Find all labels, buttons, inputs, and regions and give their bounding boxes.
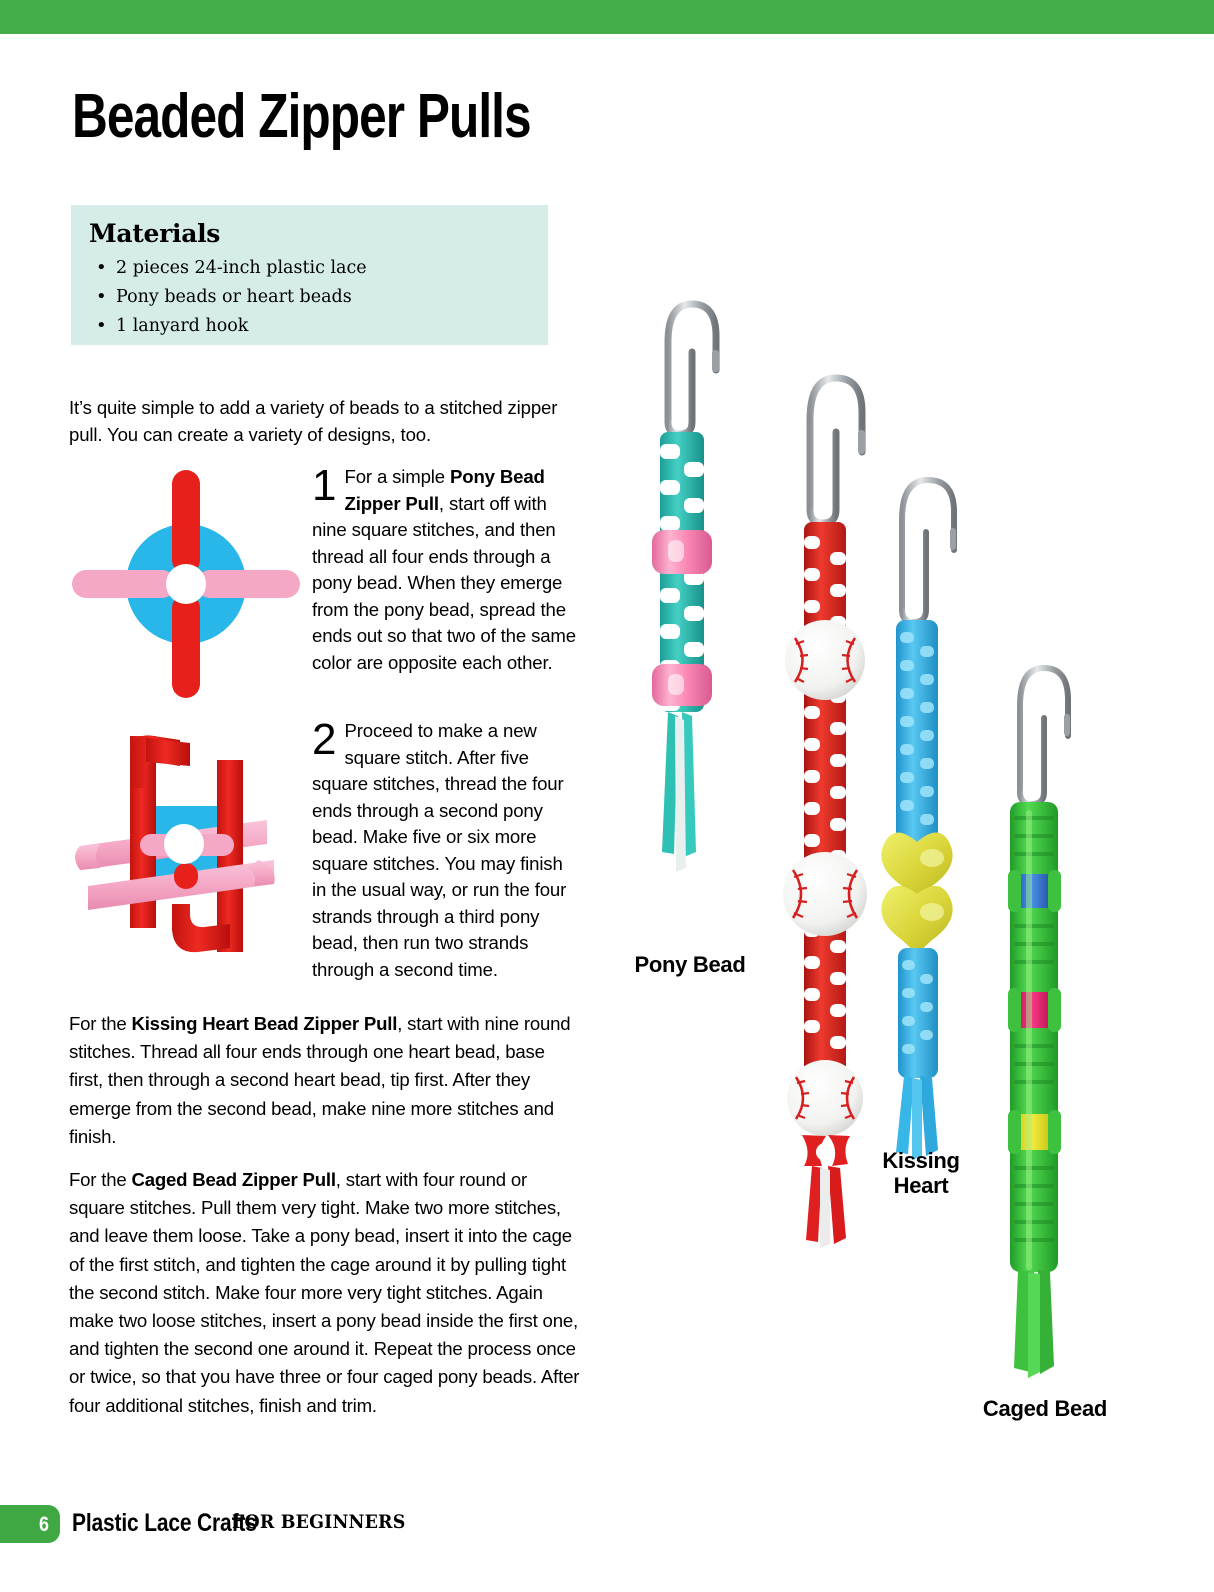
square-stitch-diagram bbox=[72, 470, 300, 698]
caged-bead-lead: For the bbox=[69, 1169, 132, 1190]
materials-heading: Materials bbox=[89, 219, 221, 248]
caged-bead-photo-svg bbox=[982, 652, 1112, 1392]
caption-caged-bead: Caged Bead bbox=[982, 1396, 1108, 1421]
second-square-stitch-svg bbox=[62, 718, 302, 968]
kissing-heart-lead: For the bbox=[69, 1013, 132, 1034]
materials-box bbox=[71, 205, 548, 345]
step-1-text bbox=[312, 461, 580, 676]
intro-paragraph: It’s quite simple to add a variety of beads to a stitched zipper pull. You can create a variety of designs, too. bbox=[69, 397, 558, 445]
materials-item: • 1 lanyard hook bbox=[93, 312, 367, 341]
kissing-heart-photo bbox=[862, 462, 1002, 1162]
step-2 bbox=[312, 715, 580, 983]
materials-list bbox=[93, 254, 367, 341]
page-number: 6 bbox=[39, 1513, 49, 1536]
caption-kissing-heart-line1: Kissing bbox=[882, 1148, 960, 1173]
footer-book-subtitle: FOR BEGINNERS bbox=[232, 1512, 406, 1533]
caged-bead-paragraph bbox=[69, 1166, 581, 1420]
caged-bead-rest: , start with four round or square stitches. Pull them very tight. Make two more stitches, and leave them loose. Take a pony bead, insert it into the cage of the first stitch, and tighten the cage around it by pulling tight the second stitch. Make four more very tight stitches. Again make two loose stitches, insert a pony bead inside the first one, and tighten the second one around it. Repeat the process once or twice, so that you have three or four caged pony beads. After four additional stitches, finish and trim. bbox=[69, 1169, 580, 1416]
kissing-heart-rest: , start with nine round stitches. Thread all four ends through one heart bead, base first, then through a second heart bead, tip first. After they emerge from the second bead, make nine more stitches and finish. bbox=[69, 1013, 571, 1147]
step-2-number: 2 bbox=[312, 715, 337, 764]
footer-book-title: Plastic Lace Crafts bbox=[72, 1509, 257, 1537]
kissing-heart-bold: Kissing Heart Bead Zipper Pull bbox=[131, 1013, 398, 1034]
materials-item: • Pony beads or heart beads bbox=[93, 283, 367, 312]
page-title: Beaded Zipper Pulls bbox=[72, 82, 531, 151]
caged-bead-photo bbox=[982, 652, 1112, 1392]
second-square-stitch-diagram bbox=[62, 718, 302, 968]
caption-kissing-heart bbox=[846, 1148, 996, 1198]
step-1 bbox=[312, 461, 580, 676]
step-2-text bbox=[312, 715, 580, 983]
kissing-heart-paragraph bbox=[69, 1010, 581, 1151]
kissing-heart-photo-svg bbox=[862, 462, 1002, 1162]
materials-item: • 2 pieces 24-inch plastic lace bbox=[93, 254, 367, 283]
step-1-number: 1 bbox=[312, 461, 337, 510]
caged-bead-bold: Caged Bead Zipper Pull bbox=[131, 1169, 336, 1190]
square-stitch-svg bbox=[72, 470, 300, 698]
step-2-rest: Proceed to make a new square stitch. After five square stitches, thread the four ends through a second pony bead. Make five or six more square stitches. You may finish in the usual way, or run the four strands through a third pony bead, then run two strands through a second time. bbox=[312, 720, 567, 980]
caption-kissing-heart-line2: Heart bbox=[893, 1173, 949, 1198]
step-1-lead: For a simple bbox=[344, 466, 450, 487]
step-1-bold: Pony Bead Zipper Pull bbox=[344, 466, 545, 514]
caption-pony-bead: Pony Bead bbox=[634, 952, 746, 977]
step-1-rest: , start off with nine square stitches, and then thread all four ends through a pony bead. When they emerge from the pony bead, spread the ends out so that two of the same color are opposite each other. bbox=[312, 492, 576, 673]
top-green-band bbox=[0, 0, 1214, 34]
